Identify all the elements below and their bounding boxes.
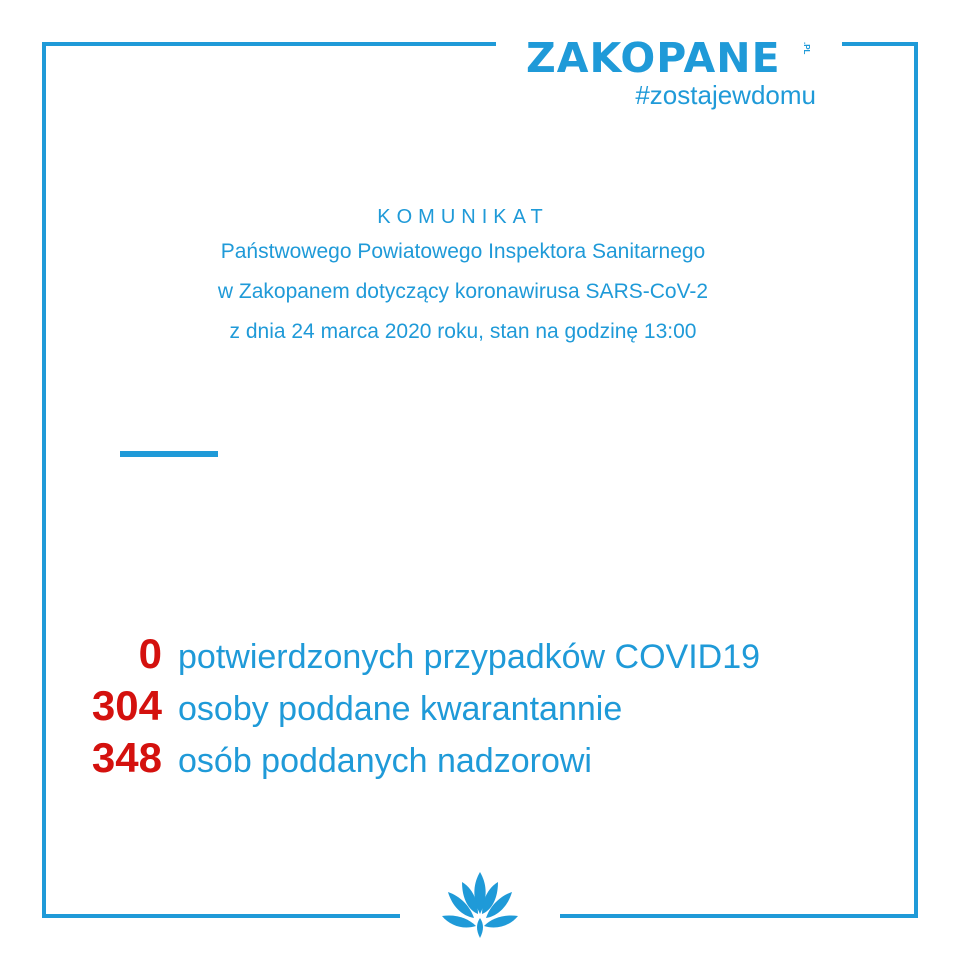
header-line-3: z dnia 24 marca 2020 roku, stan na godzinę 13:00 — [229, 320, 697, 343]
stat-row-quarantine — [60, 680, 920, 732]
logo-hashtag: #zostajewdomu — [635, 80, 816, 110]
frame-left — [42, 42, 46, 918]
highlander-flower-icon — [438, 870, 522, 940]
stat-label-supervision: osób poddanych nadzorowi — [178, 742, 592, 780]
header-line-1: Państwowego Powiatowego Inspektora Sanitarnego — [220, 240, 706, 263]
stat-row-confirmed — [60, 628, 920, 680]
frame-top-left — [42, 42, 496, 46]
stat-row-supervision — [60, 732, 920, 784]
stat-label-confirmed: potwierdzonych przypadków COVID19 — [178, 638, 761, 676]
announcement-title: KOMUNIKAT — [377, 206, 549, 228]
frame-right — [914, 42, 918, 918]
frame-bottom-right — [560, 914, 918, 918]
zakopane-logo — [526, 34, 816, 114]
stat-value-supervision: 348 — [91, 734, 162, 781]
stat-value-confirmed: 0 — [138, 630, 162, 677]
logo-suffix: .PL — [802, 42, 811, 55]
frame-bottom-left — [42, 914, 400, 918]
stats-list — [60, 628, 920, 784]
accent-divider — [120, 451, 218, 457]
announcement-header — [0, 202, 926, 352]
stat-value-quarantine: 304 — [91, 682, 162, 729]
frame-top-right — [842, 42, 918, 46]
header-line-2: w Zakopanem dotyczący koronawirusa SARS-CoV-2 — [217, 280, 709, 303]
logo-wordmark: ZAKOPANE — [526, 34, 781, 82]
stat-label-quarantine: osoby poddane kwarantannie — [178, 690, 623, 728]
